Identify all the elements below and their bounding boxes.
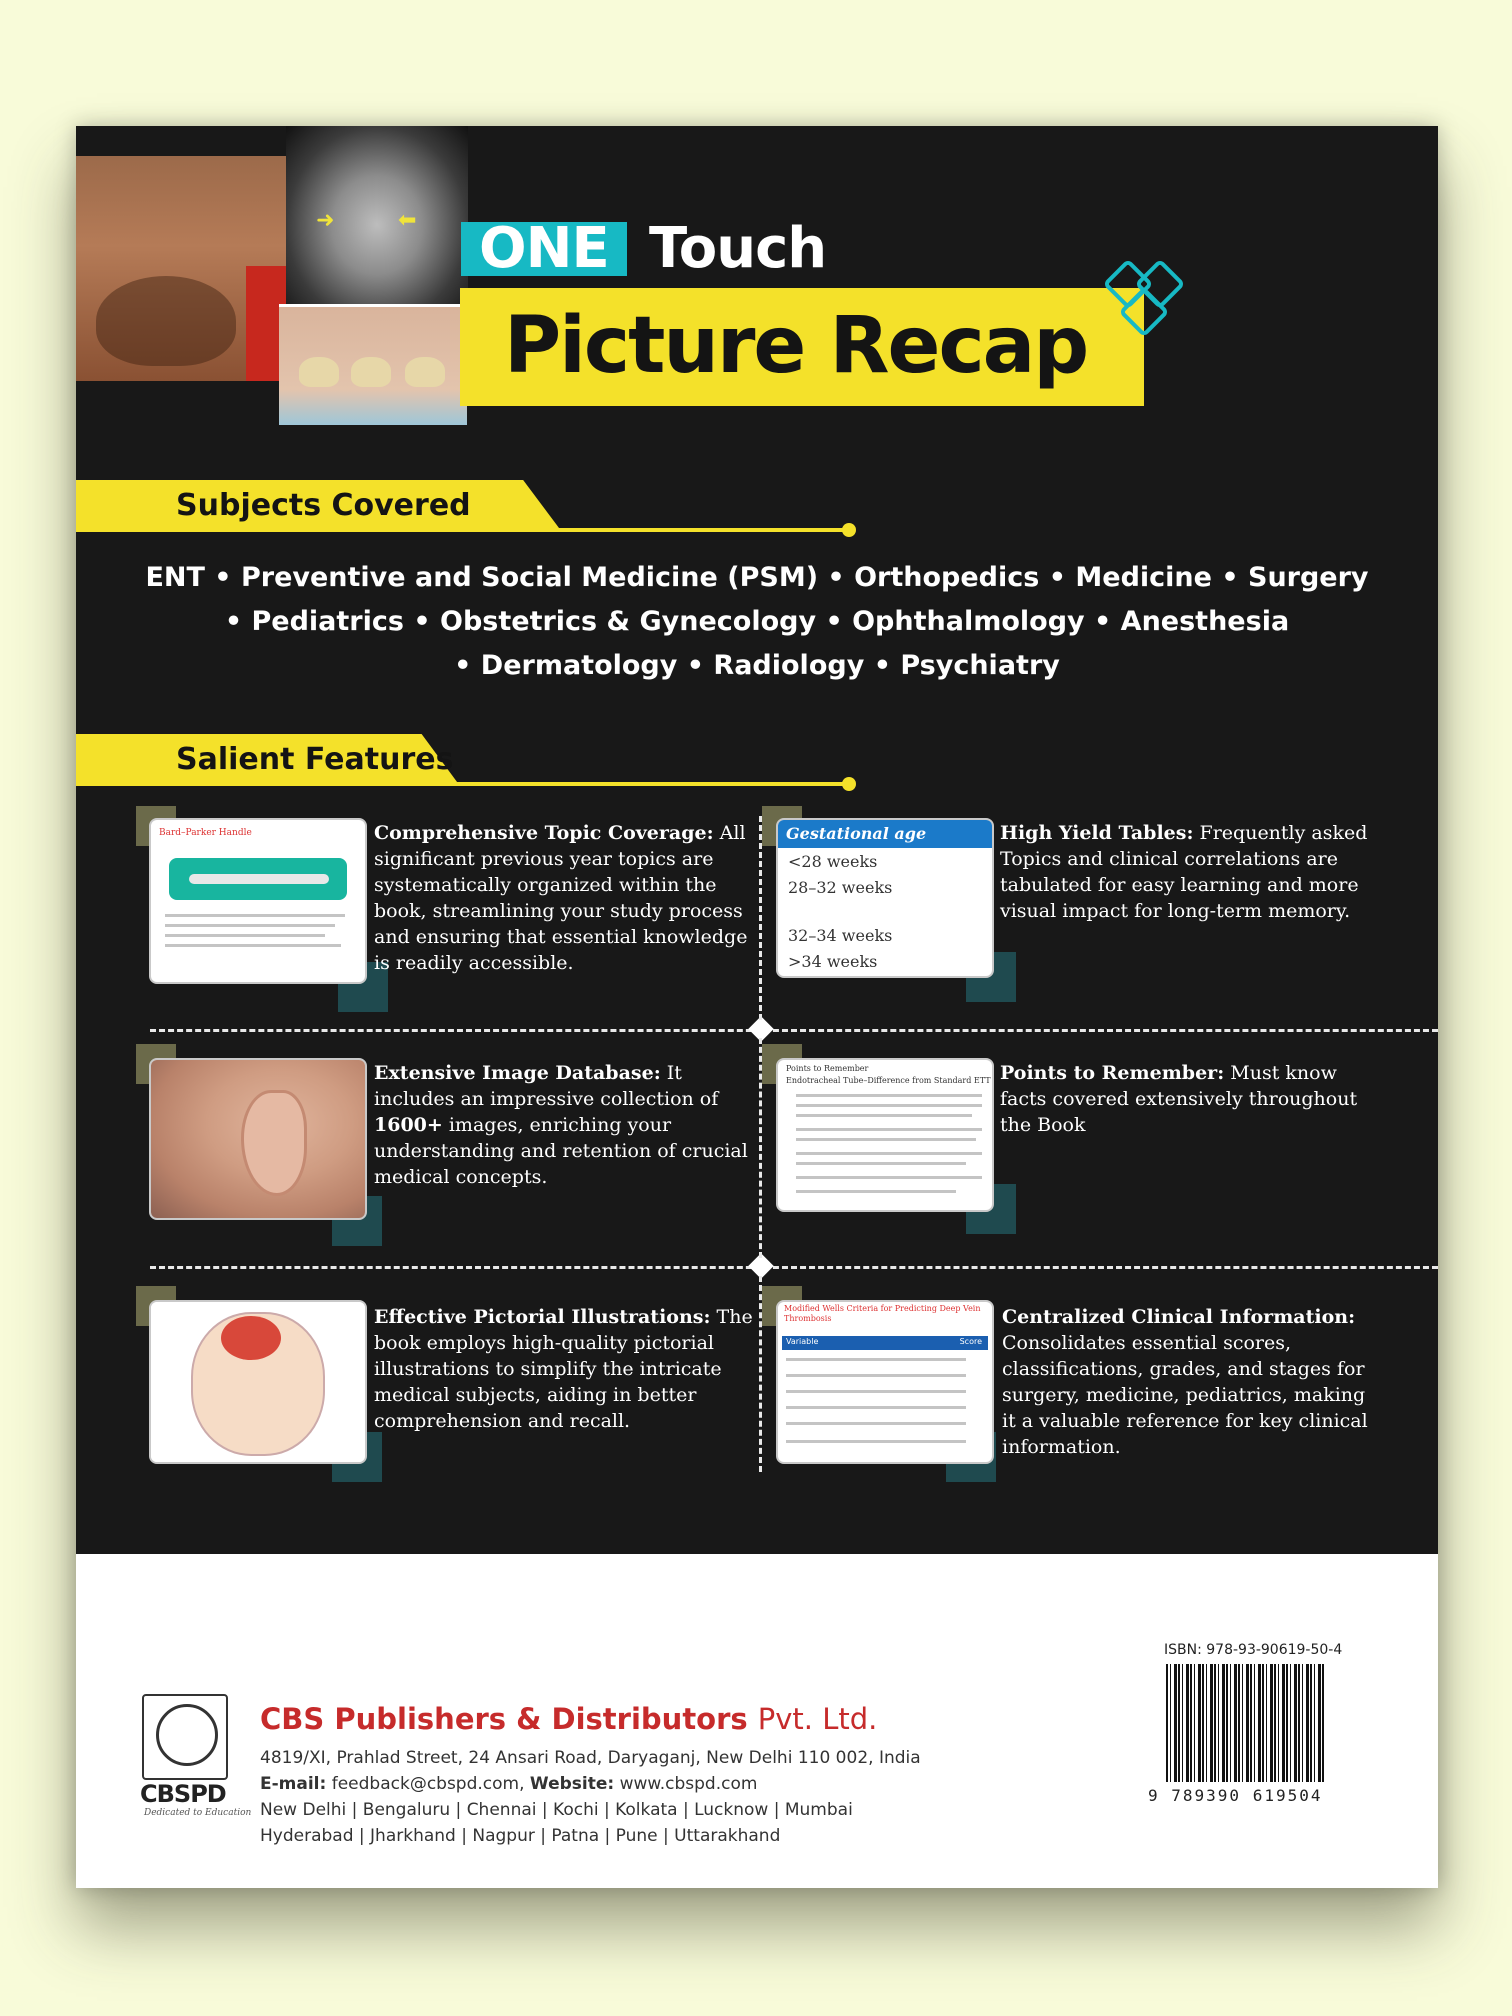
column-divider — [759, 1276, 762, 1472]
email-label: E-mail: — [260, 1774, 327, 1794]
feature-text — [374, 820, 754, 976]
logo-emblem-icon — [156, 1704, 218, 1766]
publisher-logo — [142, 1694, 228, 1780]
points-to-remember-thumbnail — [776, 1058, 994, 1212]
logo-tagline: Dedicated to Education — [144, 1808, 252, 1818]
table-row — [786, 1406, 966, 1409]
toenail — [351, 357, 391, 387]
website-label: Website: — [529, 1774, 615, 1794]
text-line — [165, 944, 341, 947]
text-line — [165, 934, 325, 937]
publisher-name-main: CBS Publishers & Distributors — [260, 1702, 748, 1736]
feature-title: High Yield Tables: — [1000, 822, 1194, 844]
ga-header: Gestational age — [778, 820, 994, 848]
text-line — [165, 924, 335, 927]
book-back-cover — [76, 126, 1438, 1888]
features-heading: Salient Features — [176, 742, 454, 777]
text-line — [796, 1176, 982, 1179]
subjects-heading-dot — [842, 523, 856, 537]
table-head-cell: Variable — [786, 1337, 819, 1346]
table-header — [782, 1336, 988, 1350]
arrow-left-icon: ⬅ — [398, 208, 417, 233]
publisher-contact — [260, 1774, 757, 1794]
table-row — [786, 1422, 966, 1425]
feature-title: Centralized Clinical Information: — [1002, 1306, 1356, 1328]
wells-criteria-table-thumbnail — [776, 1300, 994, 1464]
scalpel-thumbnail — [149, 818, 367, 984]
feature-title: Effective Pictorial Illustrations: — [374, 1306, 711, 1328]
feature-body: All significant previous year topics are systematically organized within the book, streamlining your study process and ensuring that essential knowledge is readily accessible. — [374, 822, 748, 974]
feature-body: The book employs high-quality pictorial illustrations to simplify the intricate medical subjects, aiding in better comprehension and recall. — [374, 1306, 753, 1432]
feature-title: Comprehensive Topic Coverage: — [374, 822, 714, 844]
ear-photo-thumbnail — [149, 1058, 367, 1220]
subjects-heading: Subjects Covered — [176, 488, 471, 523]
text-line — [796, 1104, 982, 1107]
ear-photo — [151, 1060, 365, 1218]
feature-text — [1000, 820, 1380, 924]
feature-body: Must know facts covered extensively throughout the Book — [1000, 1062, 1358, 1136]
feature-body: Consolidates essential scores, classifications, grades, and stages for surgery, medicine, pediatrics, making it a valuable reference for key clinical information. — [1002, 1332, 1368, 1458]
feature-text — [1000, 1060, 1380, 1138]
publisher-footer — [76, 1554, 1438, 1888]
subjects-line-3: • Dermatology • Radiology • Psychiatry — [454, 650, 1060, 681]
barcode-digits: 9 789390 619504 — [1148, 1786, 1323, 1805]
email-link[interactable]: feedback@cbspd.com, — [331, 1774, 525, 1794]
text-line — [796, 1128, 982, 1131]
table-row — [786, 1374, 966, 1377]
ga-row: >34 weeks — [788, 952, 878, 971]
arrow-right-icon: ➜ — [316, 208, 335, 233]
gestational-age-table-thumbnail — [776, 818, 994, 978]
text-line — [796, 1114, 972, 1117]
ga-row: 28–32 weeks — [788, 878, 893, 897]
text-line — [796, 1162, 966, 1165]
feature-highlight: 1600+ — [374, 1114, 443, 1136]
section-divider — [150, 1029, 1438, 1032]
text-line — [796, 1152, 982, 1155]
features-heading-dot — [842, 777, 856, 791]
text-line — [165, 914, 345, 917]
feature-text — [374, 1304, 754, 1434]
thumb-subtitle: Endotracheal Tube–Difference from Standard ETT — [786, 1076, 991, 1085]
baby-illustration — [151, 1302, 365, 1462]
table-row — [786, 1440, 966, 1443]
feature-text — [374, 1060, 754, 1190]
subjects-heading-line — [516, 528, 846, 532]
brain-mri-image — [286, 126, 468, 306]
table-row — [786, 1390, 966, 1393]
column-divider — [759, 1038, 762, 1258]
toenail — [405, 357, 445, 387]
publisher-cities-2: Hyderabad | Jharkhand | Nagpur | Patna | Pune | Uttarakhand — [260, 1826, 781, 1846]
subjects-line-2: • Pediatrics • Obstetrics & Gynecology • Ophthalmology • Anesthesia — [224, 606, 1290, 637]
text-line — [796, 1138, 976, 1141]
feature-body: Frequently asked Topics and clinical correlations are tabulated for easy learning and more visual impact for long-term memory. — [1000, 822, 1368, 922]
feature-text — [1002, 1304, 1382, 1460]
column-divider — [759, 816, 762, 1020]
publisher-name-suffix: Pvt. Ltd. — [757, 1702, 878, 1736]
feature-title: Points to Remember: — [1000, 1062, 1225, 1084]
cover-dark-panel — [76, 126, 1438, 1554]
neck-patch — [96, 276, 236, 366]
text-line — [796, 1190, 956, 1193]
feature-title: Extensive Image Database: — [374, 1062, 661, 1084]
toenail-photo — [279, 304, 467, 425]
publisher-name — [260, 1702, 877, 1736]
subjects-line-1: ENT • Preventive and Social Medicine (PSM) • Orthopedics • Medicine • Surgery — [145, 562, 1369, 593]
feature-body: It includes an impressive collection of — [374, 1062, 719, 1110]
features-heading-line — [416, 782, 846, 786]
website-link[interactable]: www.cbspd.com — [619, 1774, 758, 1794]
ga-row: <28 weeks — [788, 852, 878, 871]
title-touch: Touch — [649, 216, 827, 281]
section-divider — [150, 1266, 1438, 1269]
scalpel-image — [169, 858, 347, 900]
thumb-title: Modified Wells Criteria for Predicting Deep Vein Thrombosis — [784, 1304, 981, 1323]
isbn-label: ISBN: 978-93-90619-50-4 — [1164, 1642, 1343, 1658]
feature-body: images, enriching your understanding and retention of crucial medical concepts. — [374, 1114, 748, 1188]
table-row — [786, 1358, 966, 1361]
barcode — [1166, 1664, 1326, 1782]
thumb-title: Points to Remember — [786, 1064, 869, 1073]
toenail — [299, 357, 339, 387]
logo-text: CBSPD — [140, 1780, 226, 1808]
text-line — [796, 1094, 982, 1097]
title-one: ONE — [461, 222, 627, 276]
table-head-cell: Score — [959, 1337, 982, 1346]
thumb-title: Bard–Parker Handle — [159, 828, 252, 838]
neck-pigmentation-photo — [76, 156, 289, 381]
publisher-address: 4819/XI, Prahlad Street, 24 Ansari Road, Daryaganj, New Delhi 110 002, India — [260, 1748, 921, 1768]
publisher-cities-1: New Delhi | Bengaluru | Chennai | Kochi | Kolkata | Lucknow | Mumbai — [260, 1800, 853, 1820]
title-main: Picture Recap — [504, 301, 1088, 391]
ga-row: 32–34 weeks — [788, 926, 893, 945]
baby-illustration-thumbnail — [149, 1300, 367, 1464]
